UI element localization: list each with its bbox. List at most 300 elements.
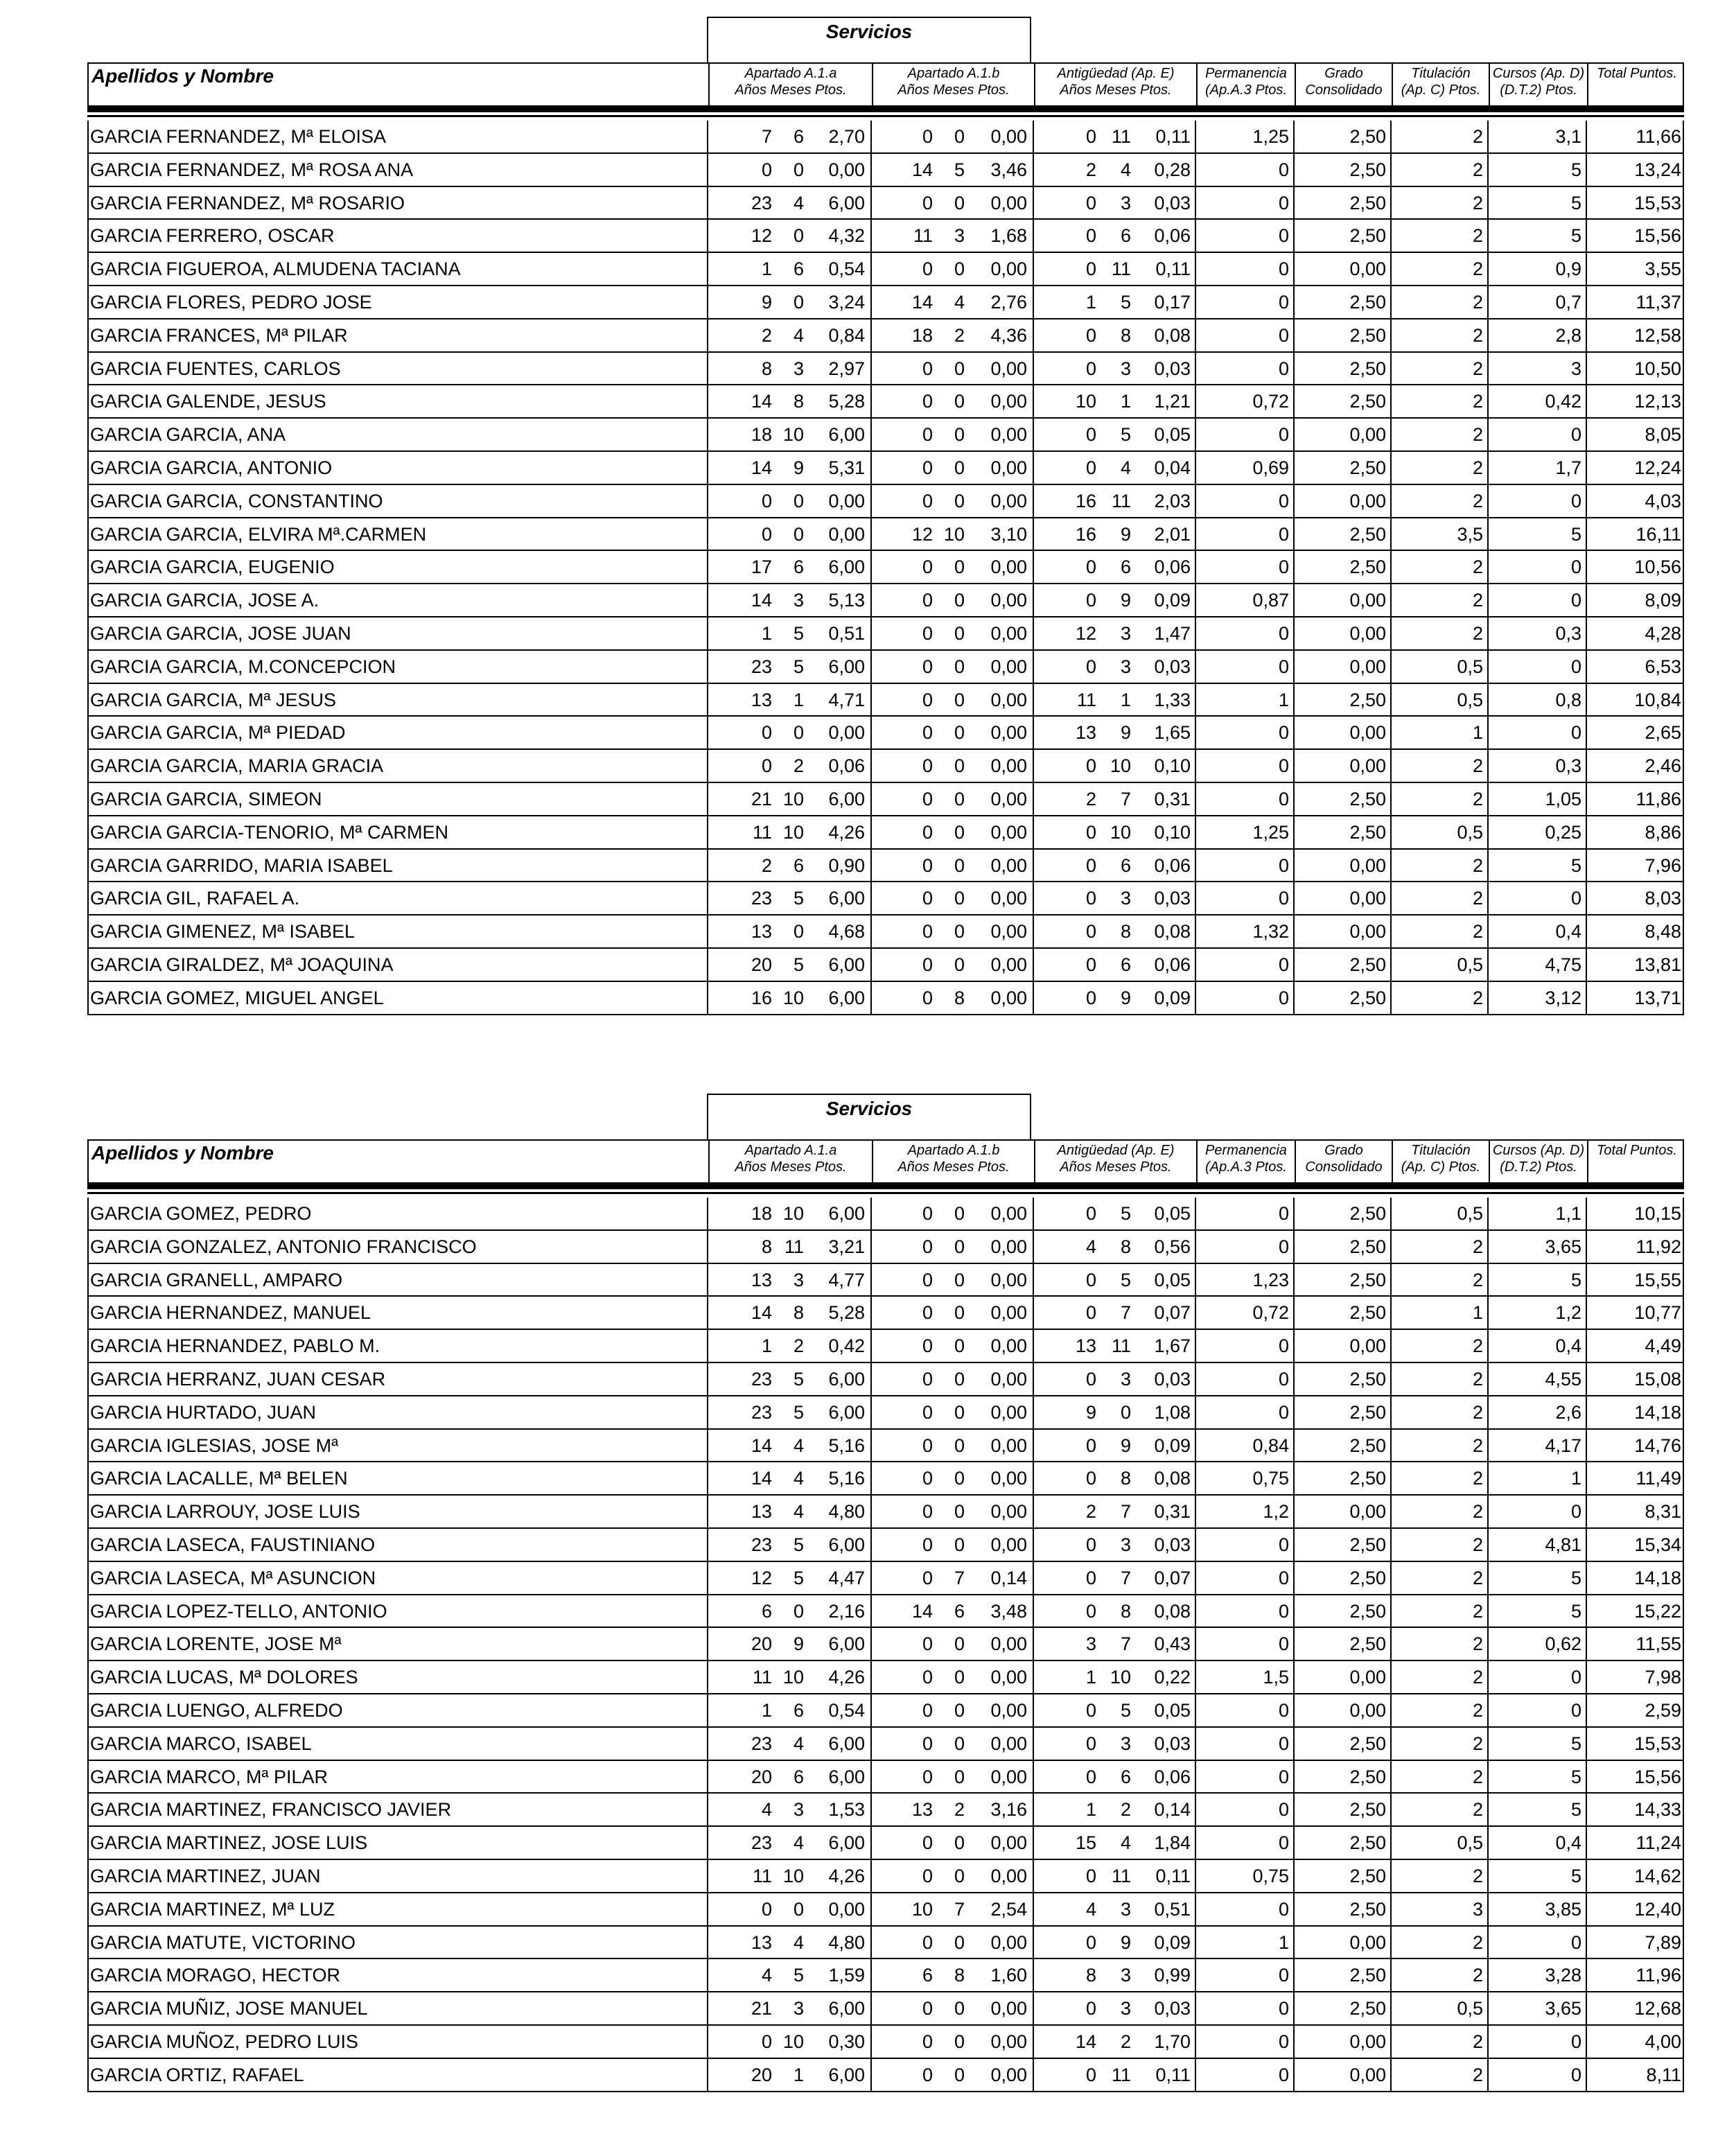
column-divider (1487, 584, 1489, 616)
cell-value: 4,26 (828, 821, 865, 843)
cell-value: 1,32 (1252, 921, 1289, 943)
cell-value: 4,55 (1545, 1368, 1581, 1390)
column-divider (870, 220, 872, 252)
cell-value: 2 (1472, 1368, 1483, 1390)
employee-name: GARCIA FERNANDEZ, Mª ROSA ANA (90, 159, 414, 180)
employee-name: GARCIA GIRALDEZ, Mª JOAQUINA (90, 954, 394, 975)
column-divider (1586, 584, 1587, 616)
employee-name: GARCIA FERRERO, OSCAR (90, 225, 335, 247)
cell-value: 5 (1570, 1733, 1581, 1754)
cell-value: 6,00 (828, 1368, 865, 1390)
cell-value: 0,00 (990, 1534, 1027, 1555)
cell-value: 15,22 (1634, 1600, 1681, 1622)
cell-value: 6 (954, 1600, 965, 1622)
employee-name: GARCIA FERNANDEZ, Mª ELOISA (90, 126, 387, 147)
cell-value: 15,56 (1634, 1766, 1681, 1787)
column-divider (707, 1628, 708, 1660)
header-a1b (872, 1141, 1034, 1182)
cell-value: 2 (1472, 457, 1483, 478)
cell-value: 8 (954, 987, 965, 1008)
header-grado-line: Consolidado (1305, 82, 1383, 98)
column-divider (1293, 1198, 1295, 1229)
cell-value: 0,5 (1457, 1203, 1483, 1224)
column-divider (1487, 1661, 1489, 1693)
cell-value: 0,11 (1155, 258, 1191, 280)
column-divider (1487, 783, 1489, 815)
cell-value: 23 (751, 1368, 772, 1390)
cell-value: 0 (922, 821, 933, 843)
column-divider (707, 1231, 708, 1263)
cell-value: 0,00 (990, 656, 1027, 677)
cell-value: 0,08 (1154, 1600, 1191, 1622)
column-divider (1586, 1396, 1587, 1428)
cell-value: 12,40 (1634, 1898, 1681, 1920)
cell-value: 0 (1085, 1865, 1096, 1886)
column-divider (1195, 651, 1196, 683)
cell-value: 0 (954, 258, 965, 280)
cell-value: 2 (1472, 1766, 1483, 1787)
cell-value: 2 (1472, 225, 1483, 247)
employee-name: GARCIA MARTINEZ, Mª LUZ (90, 1898, 335, 1920)
cell-value: 7,89 (1645, 1931, 1681, 1953)
cell-value: 5 (954, 159, 965, 180)
cell-value: 0,00 (990, 2031, 1027, 2052)
column-divider (1195, 1496, 1196, 1527)
column-divider (707, 1198, 708, 1229)
cell-value: 2,65 (1645, 722, 1681, 744)
cell-value: 0 (922, 1501, 933, 1523)
cell-value: 14 (751, 457, 772, 478)
table-row (89, 750, 1683, 783)
cell-value: 4,75 (1545, 954, 1581, 975)
cell-value: 6 (793, 854, 804, 876)
cell-value: 0,4 (1555, 1832, 1581, 1854)
cell-value: 0 (922, 921, 933, 943)
cell-value: 0 (1570, 490, 1581, 511)
cell-value: 0,5 (1457, 1998, 1483, 2019)
column-divider (870, 319, 872, 351)
cell-value: 1,33 (1154, 689, 1191, 710)
cell-value: 2,50 (1349, 358, 1386, 379)
cell-value: 2 (1472, 755, 1483, 777)
column-divider (1487, 1827, 1489, 1859)
cell-value: 12,13 (1634, 391, 1681, 412)
column-divider (1487, 121, 1489, 152)
cell-value: 6,00 (828, 556, 865, 578)
column-divider (1586, 1529, 1587, 1561)
cell-value: 8,09 (1645, 590, 1681, 611)
column-divider (1293, 1694, 1295, 1726)
column-divider (1033, 187, 1034, 219)
column-divider (1293, 1761, 1295, 1793)
employee-name: GARCIA GARCIA, Mª PIEDAD (90, 722, 346, 744)
column-divider (1390, 1595, 1392, 1627)
cell-value: 2,50 (1349, 1534, 1386, 1555)
cell-value: 2,50 (1349, 1865, 1386, 1886)
column-divider (707, 1264, 708, 1296)
column-divider (1390, 485, 1392, 517)
cell-value: 0,00 (1349, 1667, 1386, 1688)
cell-value: 0,3 (1555, 755, 1581, 777)
cell-value: 0 (761, 755, 772, 777)
cell-value: 0 (1278, 1799, 1289, 1821)
table-row (89, 2059, 1683, 2092)
column-divider (870, 1462, 872, 1494)
column-divider (1195, 1330, 1196, 1362)
cell-value: 11 (1076, 689, 1096, 710)
column-divider (1586, 154, 1587, 186)
cell-value: 0,00 (990, 358, 1027, 379)
column-divider (1586, 1430, 1587, 1462)
header-total-line: Total Puntos. (1596, 1143, 1677, 1158)
column-divider (707, 319, 708, 351)
cell-value: 3 (1120, 656, 1131, 677)
column-divider (1390, 220, 1392, 252)
column-divider (1390, 1297, 1392, 1329)
column-divider (1293, 121, 1295, 152)
column-divider (1390, 187, 1392, 219)
cell-value: 0 (1570, 590, 1581, 611)
table-row (89, 915, 1683, 949)
cell-value: 0,00 (1349, 590, 1386, 611)
cell-value: 3 (793, 1269, 804, 1290)
cell-value: 2,16 (828, 1600, 865, 1622)
column-divider (1586, 1959, 1587, 1991)
column-divider (1195, 915, 1196, 947)
header-grado-line: Grado (1324, 66, 1363, 81)
column-divider (1390, 385, 1392, 417)
cell-value: 2,50 (1349, 1832, 1386, 1854)
header-antig-line: Antigüedad (Ap. E) (1057, 1143, 1175, 1158)
column-divider (1390, 1661, 1392, 1693)
cell-value: 1,05 (1545, 788, 1581, 809)
cell-value: 5 (1570, 1766, 1581, 1787)
column-divider (1487, 1297, 1489, 1329)
cell-value: 10 (1075, 391, 1096, 412)
cell-value: 0 (1278, 424, 1289, 446)
column-divider (1293, 850, 1295, 882)
cell-value: 0,8 (1555, 689, 1581, 710)
cell-value: 0 (954, 1335, 965, 1357)
column-divider (1033, 220, 1034, 252)
column-divider (1586, 684, 1587, 716)
column-divider (707, 1893, 708, 1925)
cell-value: 0,7 (1555, 291, 1581, 313)
header-grado-line: Grado (1324, 1143, 1363, 1158)
cell-value: 10 (1110, 821, 1131, 843)
cell-value: 15,53 (1634, 192, 1681, 213)
cell-value: 14,62 (1634, 1865, 1681, 1886)
cell-value: 0 (793, 1898, 804, 1920)
cell-value: 10 (782, 987, 804, 1008)
cell-value: 0 (922, 1269, 933, 1290)
header-grado (1295, 64, 1392, 105)
cell-value: 0,00 (990, 689, 1027, 710)
cell-value: 2 (1472, 1567, 1483, 1588)
cell-value: 0 (954, 1435, 965, 1456)
cell-value: 4,26 (828, 1865, 865, 1886)
column-divider (707, 121, 708, 152)
column-divider (1293, 949, 1295, 981)
column-divider (870, 1860, 872, 1892)
cell-value: 6 (1120, 854, 1131, 876)
table-row (89, 286, 1683, 319)
cell-value: 13,24 (1634, 159, 1681, 180)
column-divider (1390, 518, 1392, 550)
cell-value: 5 (793, 954, 804, 975)
cell-value: 0,05 (1154, 1203, 1191, 1224)
column-divider (1586, 1562, 1587, 1594)
column-divider (1586, 915, 1587, 947)
column-divider (1033, 419, 1034, 450)
column-divider (1487, 1231, 1489, 1263)
cell-value: 0,5 (1457, 821, 1483, 843)
column-divider (1293, 385, 1295, 417)
cell-value: 0 (954, 755, 965, 777)
cell-value: 2,50 (1349, 159, 1386, 180)
column-divider (870, 121, 872, 152)
column-divider (1195, 982, 1196, 1014)
cell-value: 0,00 (828, 523, 865, 545)
cell-value: 4 (954, 291, 965, 313)
column-divider (870, 1992, 872, 2024)
cell-value: 0 (954, 954, 965, 975)
cell-value: 6 (1120, 1766, 1131, 1787)
cell-value: 0 (954, 1302, 965, 1324)
cell-value: 2 (1472, 1401, 1483, 1423)
column-divider (1390, 1959, 1392, 1991)
cell-value: 8 (761, 358, 772, 379)
column-divider (707, 419, 708, 450)
table-row (89, 154, 1683, 187)
column-divider (707, 717, 708, 748)
cell-value: 6,00 (828, 788, 865, 809)
cell-value: 1 (1085, 1799, 1096, 1821)
cell-value: 5 (1120, 1269, 1131, 1290)
column-divider (1195, 1661, 1196, 1693)
cell-value: 0,42 (1545, 391, 1581, 412)
column-divider (870, 2059, 872, 2091)
column-divider (1033, 783, 1034, 815)
column-divider (1033, 452, 1034, 484)
column-divider (1293, 982, 1295, 1014)
cell-value: 11,24 (1636, 1832, 1681, 1854)
cell-value: 11 (913, 225, 933, 247)
column-divider (707, 1827, 708, 1859)
cell-value: 2,50 (1349, 1998, 1386, 2019)
column-divider (1390, 850, 1392, 882)
cell-value: 3 (1570, 358, 1581, 379)
column-divider (1293, 1363, 1295, 1395)
column-divider (1033, 816, 1034, 848)
column-divider (870, 1231, 872, 1263)
cell-value: 0,00 (990, 987, 1027, 1008)
column-divider (1586, 551, 1587, 583)
cell-value: 0,00 (990, 1998, 1027, 2019)
cell-value: 2 (1472, 788, 1483, 809)
cell-value: 0,11 (1155, 126, 1191, 147)
cell-value: 0,03 (1154, 1998, 1191, 2019)
cell-value: 0 (1570, 1501, 1581, 1523)
cell-value: 0,56 (1154, 1236, 1191, 1257)
cell-value: 2,50 (1349, 954, 1386, 975)
column-divider (1487, 1794, 1489, 1825)
column-divider (870, 419, 872, 450)
cell-value: 0,00 (990, 490, 1027, 511)
cell-value: 7 (954, 1898, 965, 1920)
column-divider (1293, 220, 1295, 252)
column-divider (1586, 1198, 1587, 1229)
cell-value: 0,00 (990, 1832, 1027, 1854)
cell-value: 8 (1120, 1468, 1131, 1489)
cell-value: 0 (922, 424, 933, 446)
cell-value: 0 (1085, 987, 1096, 1008)
cell-value: 0 (1278, 523, 1289, 545)
column-divider (707, 1728, 708, 1760)
header-a1a-line: Años Meses Ptos. (735, 1159, 847, 1175)
column-divider (707, 2059, 708, 2091)
cell-value: 0,00 (990, 258, 1027, 280)
column-divider (1033, 1562, 1034, 1594)
cell-value: 8 (1085, 1965, 1096, 1986)
cell-value: 0 (954, 590, 965, 611)
column-divider (1390, 617, 1392, 649)
cell-value: 0 (1570, 722, 1581, 744)
column-divider (870, 1529, 872, 1561)
cell-value: 0,31 (1154, 788, 1191, 809)
cell-value: 10 (782, 788, 804, 809)
column-divider (1195, 518, 1196, 550)
cell-value: 4,47 (828, 1567, 865, 1588)
table-row (89, 1728, 1683, 1761)
cell-value: 0,00 (990, 1335, 1027, 1357)
cell-value: 6,00 (828, 1832, 865, 1854)
employee-name: GARCIA GARCIA, JOSE JUAN (90, 622, 351, 644)
column-divider (1033, 1198, 1034, 1229)
cell-value: 1,65 (1154, 722, 1191, 744)
cell-value: 0 (1278, 1998, 1289, 2019)
cell-value: 4,03 (1645, 490, 1681, 511)
cell-value: 0,09 (1154, 1435, 1191, 1456)
column-divider (1586, 1363, 1587, 1395)
column-divider (1033, 651, 1034, 683)
cell-value: 3 (1120, 1998, 1131, 2019)
cell-value: 23 (751, 192, 772, 213)
column-divider (1195, 253, 1196, 285)
cell-value: 8,05 (1645, 424, 1681, 446)
column-divider (1487, 617, 1489, 649)
column-divider (1586, 1231, 1587, 1263)
column-divider (1487, 1728, 1489, 1760)
cell-value: 0 (793, 523, 804, 545)
column-divider (1033, 1396, 1034, 1428)
cell-value: 0,62 (1545, 1633, 1581, 1655)
cell-value: 1 (1472, 722, 1483, 744)
employee-name: GARCIA FRANCES, Mª PILAR (90, 324, 348, 346)
cell-value: 0,00 (828, 722, 865, 744)
header-a1a-line: Años Meses Ptos. (735, 82, 847, 98)
cell-value: 0,03 (1154, 656, 1191, 677)
cell-value: 0 (1085, 258, 1096, 280)
table-row (89, 551, 1683, 584)
table-row (89, 187, 1683, 220)
cell-value: 0 (793, 159, 804, 180)
employee-name: GARCIA FIGUEROA, ALMUDENA TACIANA (90, 258, 461, 280)
cell-value: 0 (922, 1203, 933, 1224)
cell-value: 3 (793, 1799, 804, 1821)
cell-value: 0,00 (990, 424, 1027, 446)
cell-value: 8,48 (1645, 921, 1681, 943)
header-total (1587, 1141, 1685, 1182)
cell-value: 4 (793, 1468, 804, 1489)
cell-value: 4 (793, 1501, 804, 1523)
cell-value: 1,70 (1154, 2031, 1191, 2052)
column-divider (1586, 783, 1587, 815)
cell-value: 0 (1278, 490, 1289, 511)
cell-value: 3 (1120, 358, 1131, 379)
cell-value: 0 (1085, 590, 1096, 611)
cell-value: 8,31 (1645, 1501, 1681, 1523)
column-divider (1033, 319, 1034, 351)
cell-value: 0 (1085, 556, 1096, 578)
table-row (89, 1198, 1683, 1231)
cell-value: 0,72 (1252, 1302, 1289, 1324)
column-divider (1033, 1728, 1034, 1760)
column-divider (1390, 684, 1392, 716)
cell-value: 0 (761, 1898, 772, 1920)
column-divider (707, 982, 708, 1014)
cell-value: 0 (954, 854, 965, 876)
column-divider (1586, 220, 1587, 252)
cell-value: 0,30 (828, 2031, 865, 2052)
cell-value: 0 (954, 1998, 965, 2019)
column-divider (1586, 1264, 1587, 1296)
cell-value: 1 (1472, 1302, 1483, 1324)
cell-value: 7,96 (1645, 854, 1681, 876)
cell-value: 4 (1120, 1832, 1131, 1854)
cell-value: 0 (1570, 1667, 1581, 1688)
column-divider (1293, 651, 1295, 683)
cell-value: 10,84 (1634, 689, 1681, 710)
employee-name: GARCIA GOMEZ, MIGUEL ANGEL (90, 987, 384, 1008)
header-cursos (1489, 64, 1587, 105)
cell-value: 9 (1120, 1435, 1131, 1456)
cell-value: 14,76 (1634, 1435, 1681, 1456)
column-divider (1195, 2059, 1196, 2091)
column-divider (1195, 1860, 1196, 1892)
cell-value: 2,8 (1555, 324, 1581, 346)
cell-value: 0 (1278, 1766, 1289, 1787)
cell-value: 21 (751, 788, 772, 809)
cell-value: 0 (954, 788, 965, 809)
cell-value: 0,75 (1252, 1468, 1289, 1489)
column-divider (1195, 1363, 1196, 1395)
cell-value: 15,08 (1634, 1368, 1681, 1390)
column-divider (1487, 187, 1489, 219)
column-divider (1487, 816, 1489, 848)
cell-value: 2 (1472, 1468, 1483, 1489)
column-divider (1195, 1959, 1196, 1991)
cell-value: 0,03 (1154, 888, 1191, 909)
cell-value: 11 (752, 1667, 772, 1688)
cell-value: 2,50 (1349, 324, 1386, 346)
column-divider (1293, 915, 1295, 947)
column-divider (707, 1694, 708, 1726)
cell-value: 0 (922, 888, 933, 909)
cell-value: 0,03 (1154, 1368, 1191, 1390)
cell-value: 0 (1278, 1733, 1289, 1754)
column-divider (1487, 882, 1489, 914)
